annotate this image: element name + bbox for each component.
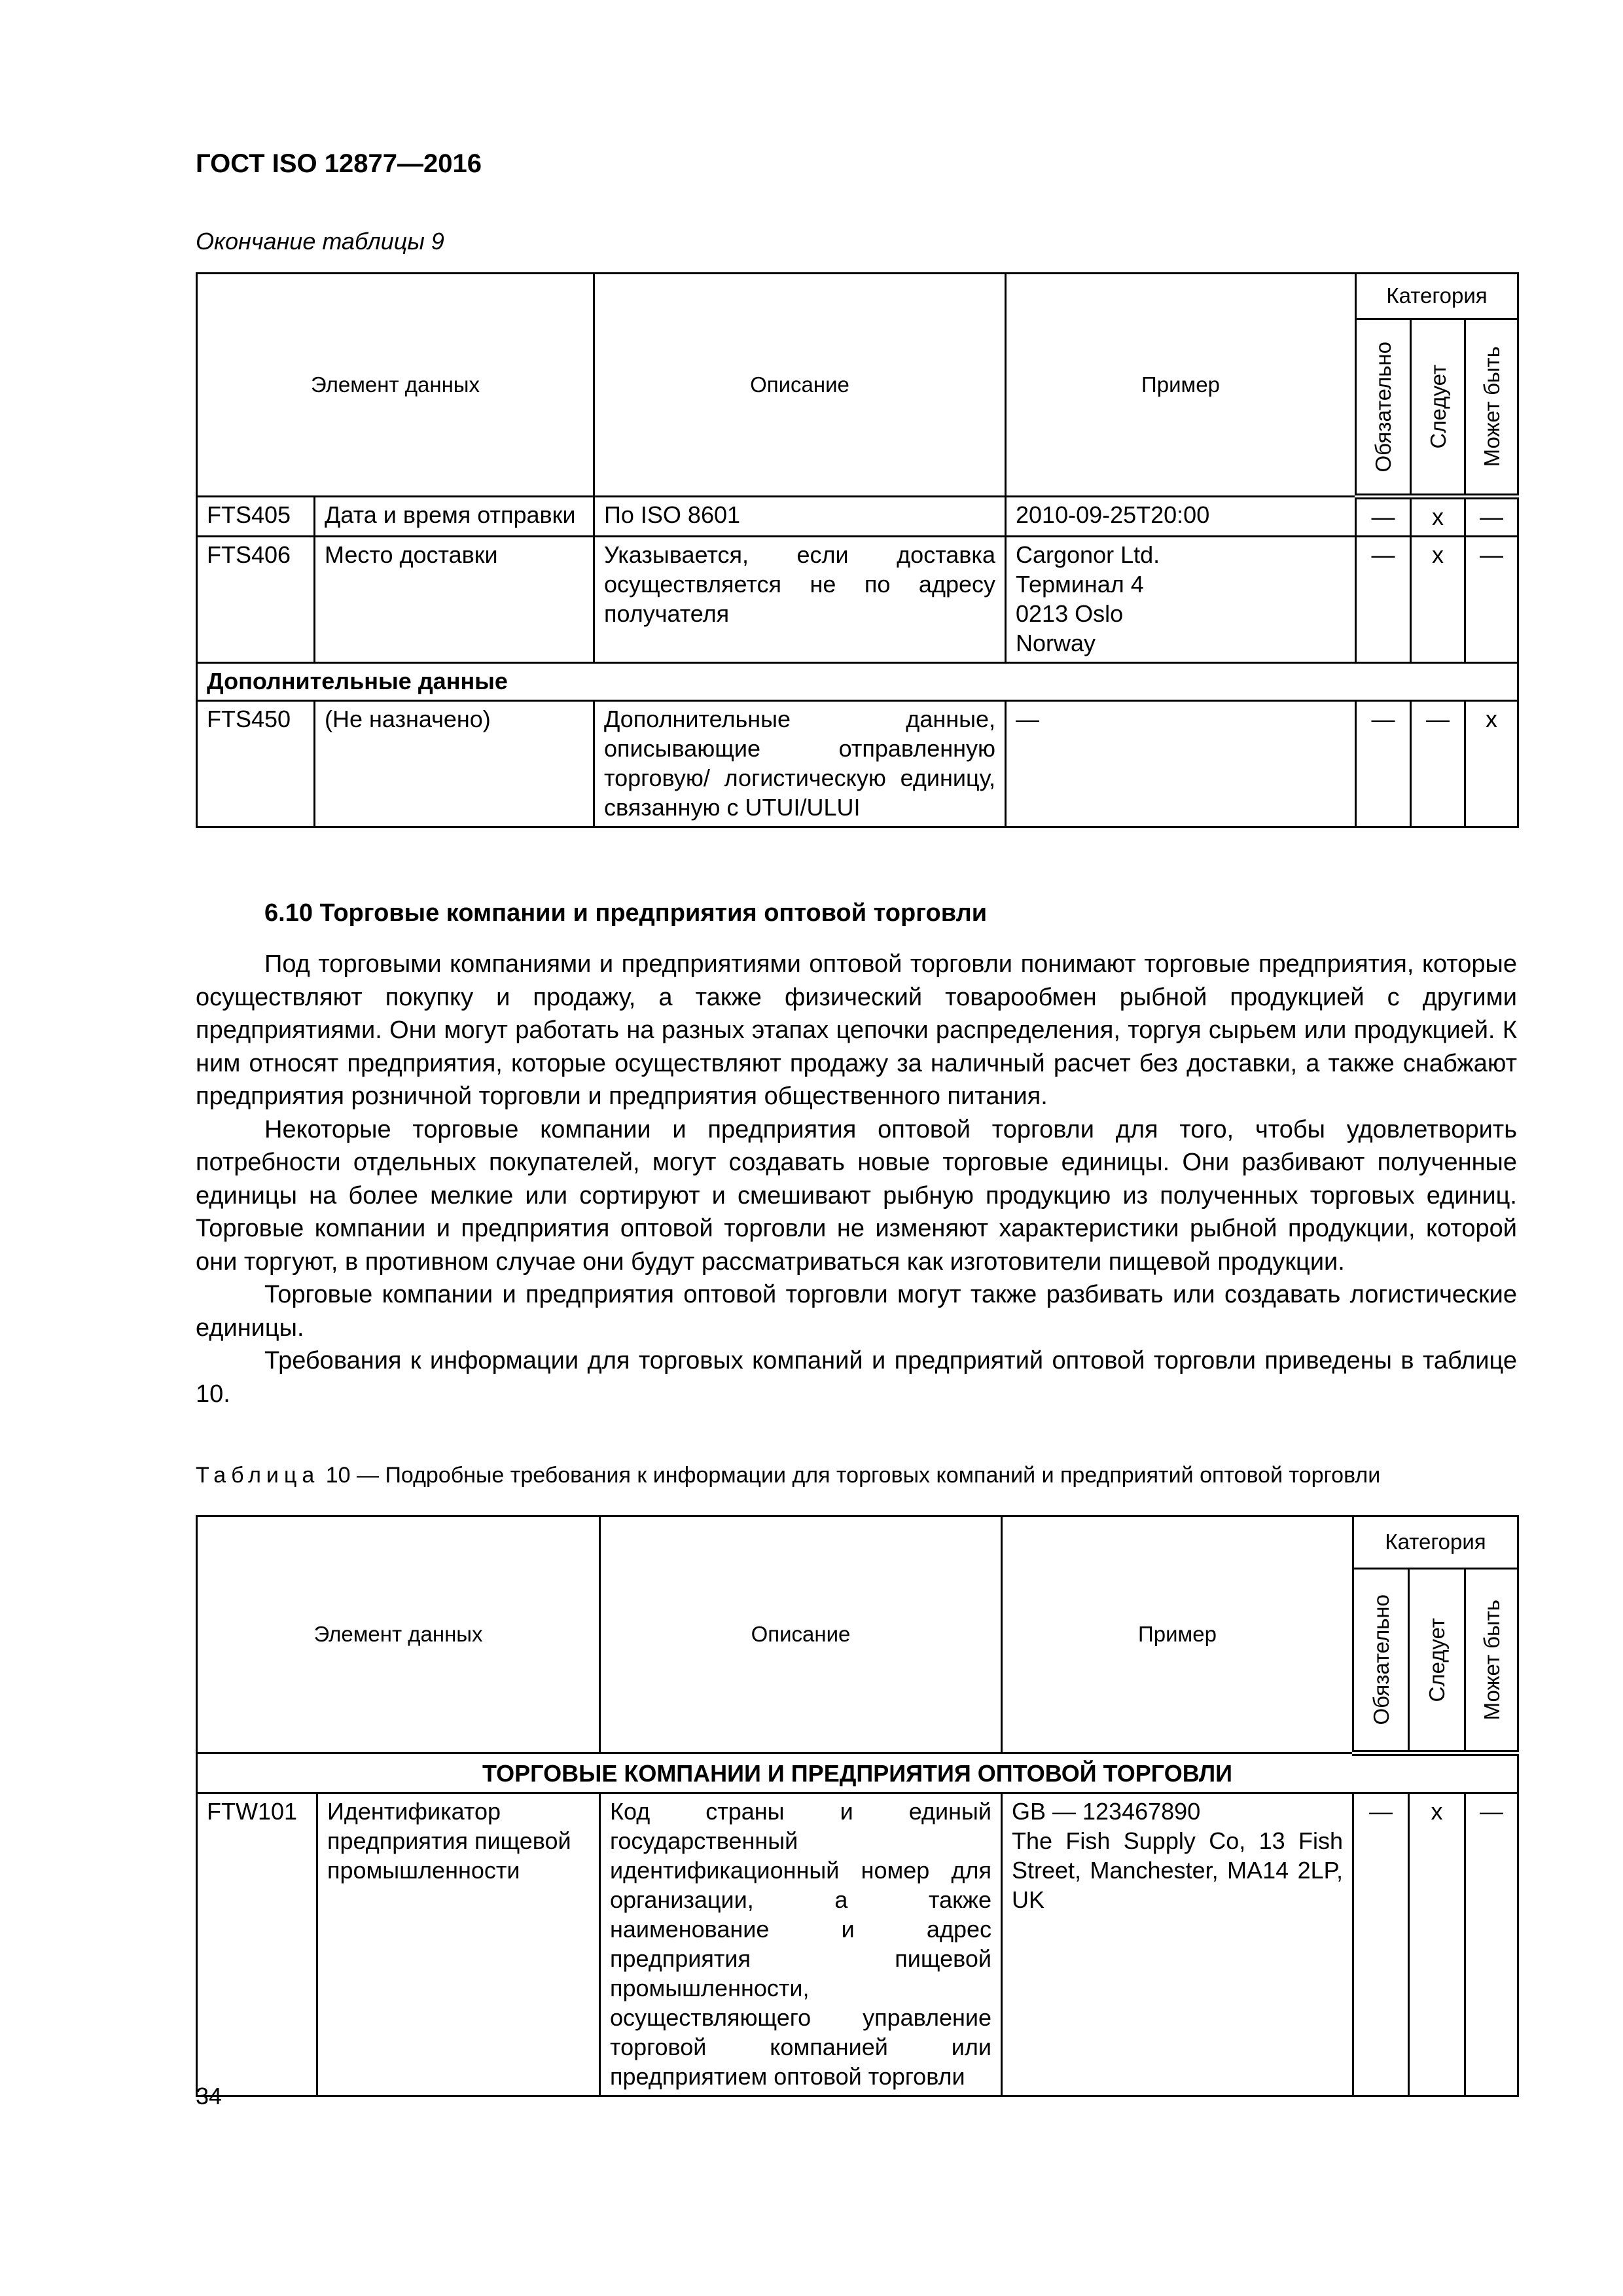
col-header-may: Может быть <box>1479 346 1504 467</box>
table-10 <box>196 1515 1519 2097</box>
table-row <box>197 1793 1518 2096</box>
row-example <box>1002 1793 1353 2096</box>
row-name: Дата и время отправки <box>315 497 594 537</box>
row-should: x <box>1409 1793 1465 2096</box>
row-name: (Не назначено) <box>315 701 594 827</box>
row-mandatory: — <box>1353 1793 1409 2096</box>
row-code: FTS450 <box>197 701 315 827</box>
paragraph: Некоторые торговые компании и предприятия оптовой торговли для того, чтобы удовлетворить потребности отдельных покупателей, могут создавать новые торговые единицы. Они разбивают полученные единицы на более мелкие или сортируют и смешивают рыбную продукцию из полученных торговых единиц. Торговые компании и предприятия оптовой торговли не изменяют характеристики рыбной продукции, которой они торгуют, в противном случае они будут рассматриваться как изготовители пищевой продукции. <box>196 1115 1517 1276</box>
document-title: ГОСТ ISO 12877—2016 <box>196 149 482 178</box>
caption-text: 10 — Подробные требования к информации для торговых компаний и предприятий оптовой торговли <box>325 1463 1381 1488</box>
row-may: — <box>1465 537 1518 663</box>
col-header-category: Категория <box>1356 274 1518 319</box>
col-header-mandatory: Обязательно <box>1371 341 1395 473</box>
row-name: Место доставки <box>315 537 594 663</box>
section-body <box>196 948 1517 1410</box>
section-heading: 6.10 Торговые компании и предприятия оптовой торговли <box>264 899 988 927</box>
col-header-example: Пример <box>1006 274 1356 497</box>
caption-word: Таблица <box>196 1463 320 1488</box>
row-example <box>1006 537 1356 663</box>
col-header-element: Элемент данных <box>197 274 594 497</box>
row-mandatory: — <box>1356 701 1411 827</box>
table-caption <box>196 1463 1517 1488</box>
row-may: — <box>1465 497 1518 537</box>
example-line: GB — 123467890 <box>1012 1798 1201 1825</box>
row-description: Код страны и единый государственный идентификационный номер для организации, а также наименование и адрес предприятия пищевой промышленности, осуществляющего управление торговой компанией или предприятием оптовой торговли <box>600 1793 1002 2096</box>
example-line: Терминал 4 <box>1016 571 1144 598</box>
example-line: The Fish Supply Co, 13 Fish Street, Manchester, MA14 2LP, UK <box>1012 1827 1343 1913</box>
table-row <box>197 701 1518 827</box>
row-mandatory: — <box>1356 537 1411 663</box>
table-row <box>197 497 1518 537</box>
section-label: Дополнительные данные <box>197 663 1518 701</box>
row-mandatory: — <box>1356 497 1411 537</box>
table-row <box>197 537 1518 663</box>
row-should: x <box>1411 497 1465 537</box>
row-code: FTW101 <box>197 1793 317 2096</box>
row-description: Указывается, если доставка осуществляется не по адресу получателя <box>594 537 1006 663</box>
paragraph: Под торговыми компаниями и предприятиями оптовой торговли понимают торговые предприятия, которые осуществляют покупку и продажу, а также физический товарообмен рыбной продукцией с другими предприятиями. Они могут работать на разных этапах цепочки распределения, торгуя сырьем или продукцией. К ним относят предприятия, которые осуществляют продажу за наличный расчет без доставки, а также снабжают предприятия розничной торговли и предприятия общественного питания. <box>196 950 1517 1110</box>
table-continuation-label: Окончание таблицы 9 <box>196 228 444 255</box>
col-header-may: Может быть <box>1479 1599 1504 1721</box>
paragraph: Требования к информации для торговых компаний и предприятий оптовой торговли приведены в таблице 10. <box>196 1347 1517 1408</box>
example-line: Norway <box>1016 630 1096 656</box>
row-name: Идентификатор предприятия пищевой промышленности <box>317 1793 600 2096</box>
row-example: — <box>1006 701 1356 827</box>
page-number: 34 <box>196 2083 223 2109</box>
section-row <box>197 663 1518 701</box>
row-example: 2010-09-25T20:00 <box>1006 497 1356 537</box>
col-header-should: Следует <box>1425 1617 1449 1702</box>
row-description: Дополнительные данные, описывающие отправленную торговую/ логистическую единицу, связанную с UTUI/ULUI <box>594 701 1006 827</box>
example-line: 0213 Oslo <box>1016 600 1124 627</box>
table-9 <box>196 272 1519 828</box>
col-header-mandatory: Обязательно <box>1368 1594 1393 1725</box>
col-header-category: Категория <box>1353 1516 1518 1569</box>
row-may: — <box>1465 1793 1518 2096</box>
col-header-should: Следует <box>1425 365 1450 449</box>
col-header-description: Описание <box>594 274 1006 497</box>
row-should: — <box>1411 701 1465 827</box>
row-should: x <box>1411 537 1465 663</box>
section-row <box>197 1753 1518 1793</box>
col-header-example: Пример <box>1002 1516 1353 1753</box>
col-header-description: Описание <box>600 1516 1002 1753</box>
row-code: FTS406 <box>197 537 315 663</box>
row-code: FTS405 <box>197 497 315 537</box>
example-line: Cargonor Ltd. <box>1016 541 1160 568</box>
row-may: x <box>1465 701 1518 827</box>
row-description: По ISO 8601 <box>594 497 1006 537</box>
section-label: ТОРГОВЫЕ КОМПАНИИ И ПРЕДПРИЯТИЯ ОПТОВОЙ ТОРГОВЛИ <box>197 1753 1518 1793</box>
paragraph: Торговые компании и предприятия оптовой торговли могут также разбивать или создавать логистические единицы. <box>196 1281 1517 1342</box>
col-header-element: Элемент данных <box>197 1516 600 1753</box>
